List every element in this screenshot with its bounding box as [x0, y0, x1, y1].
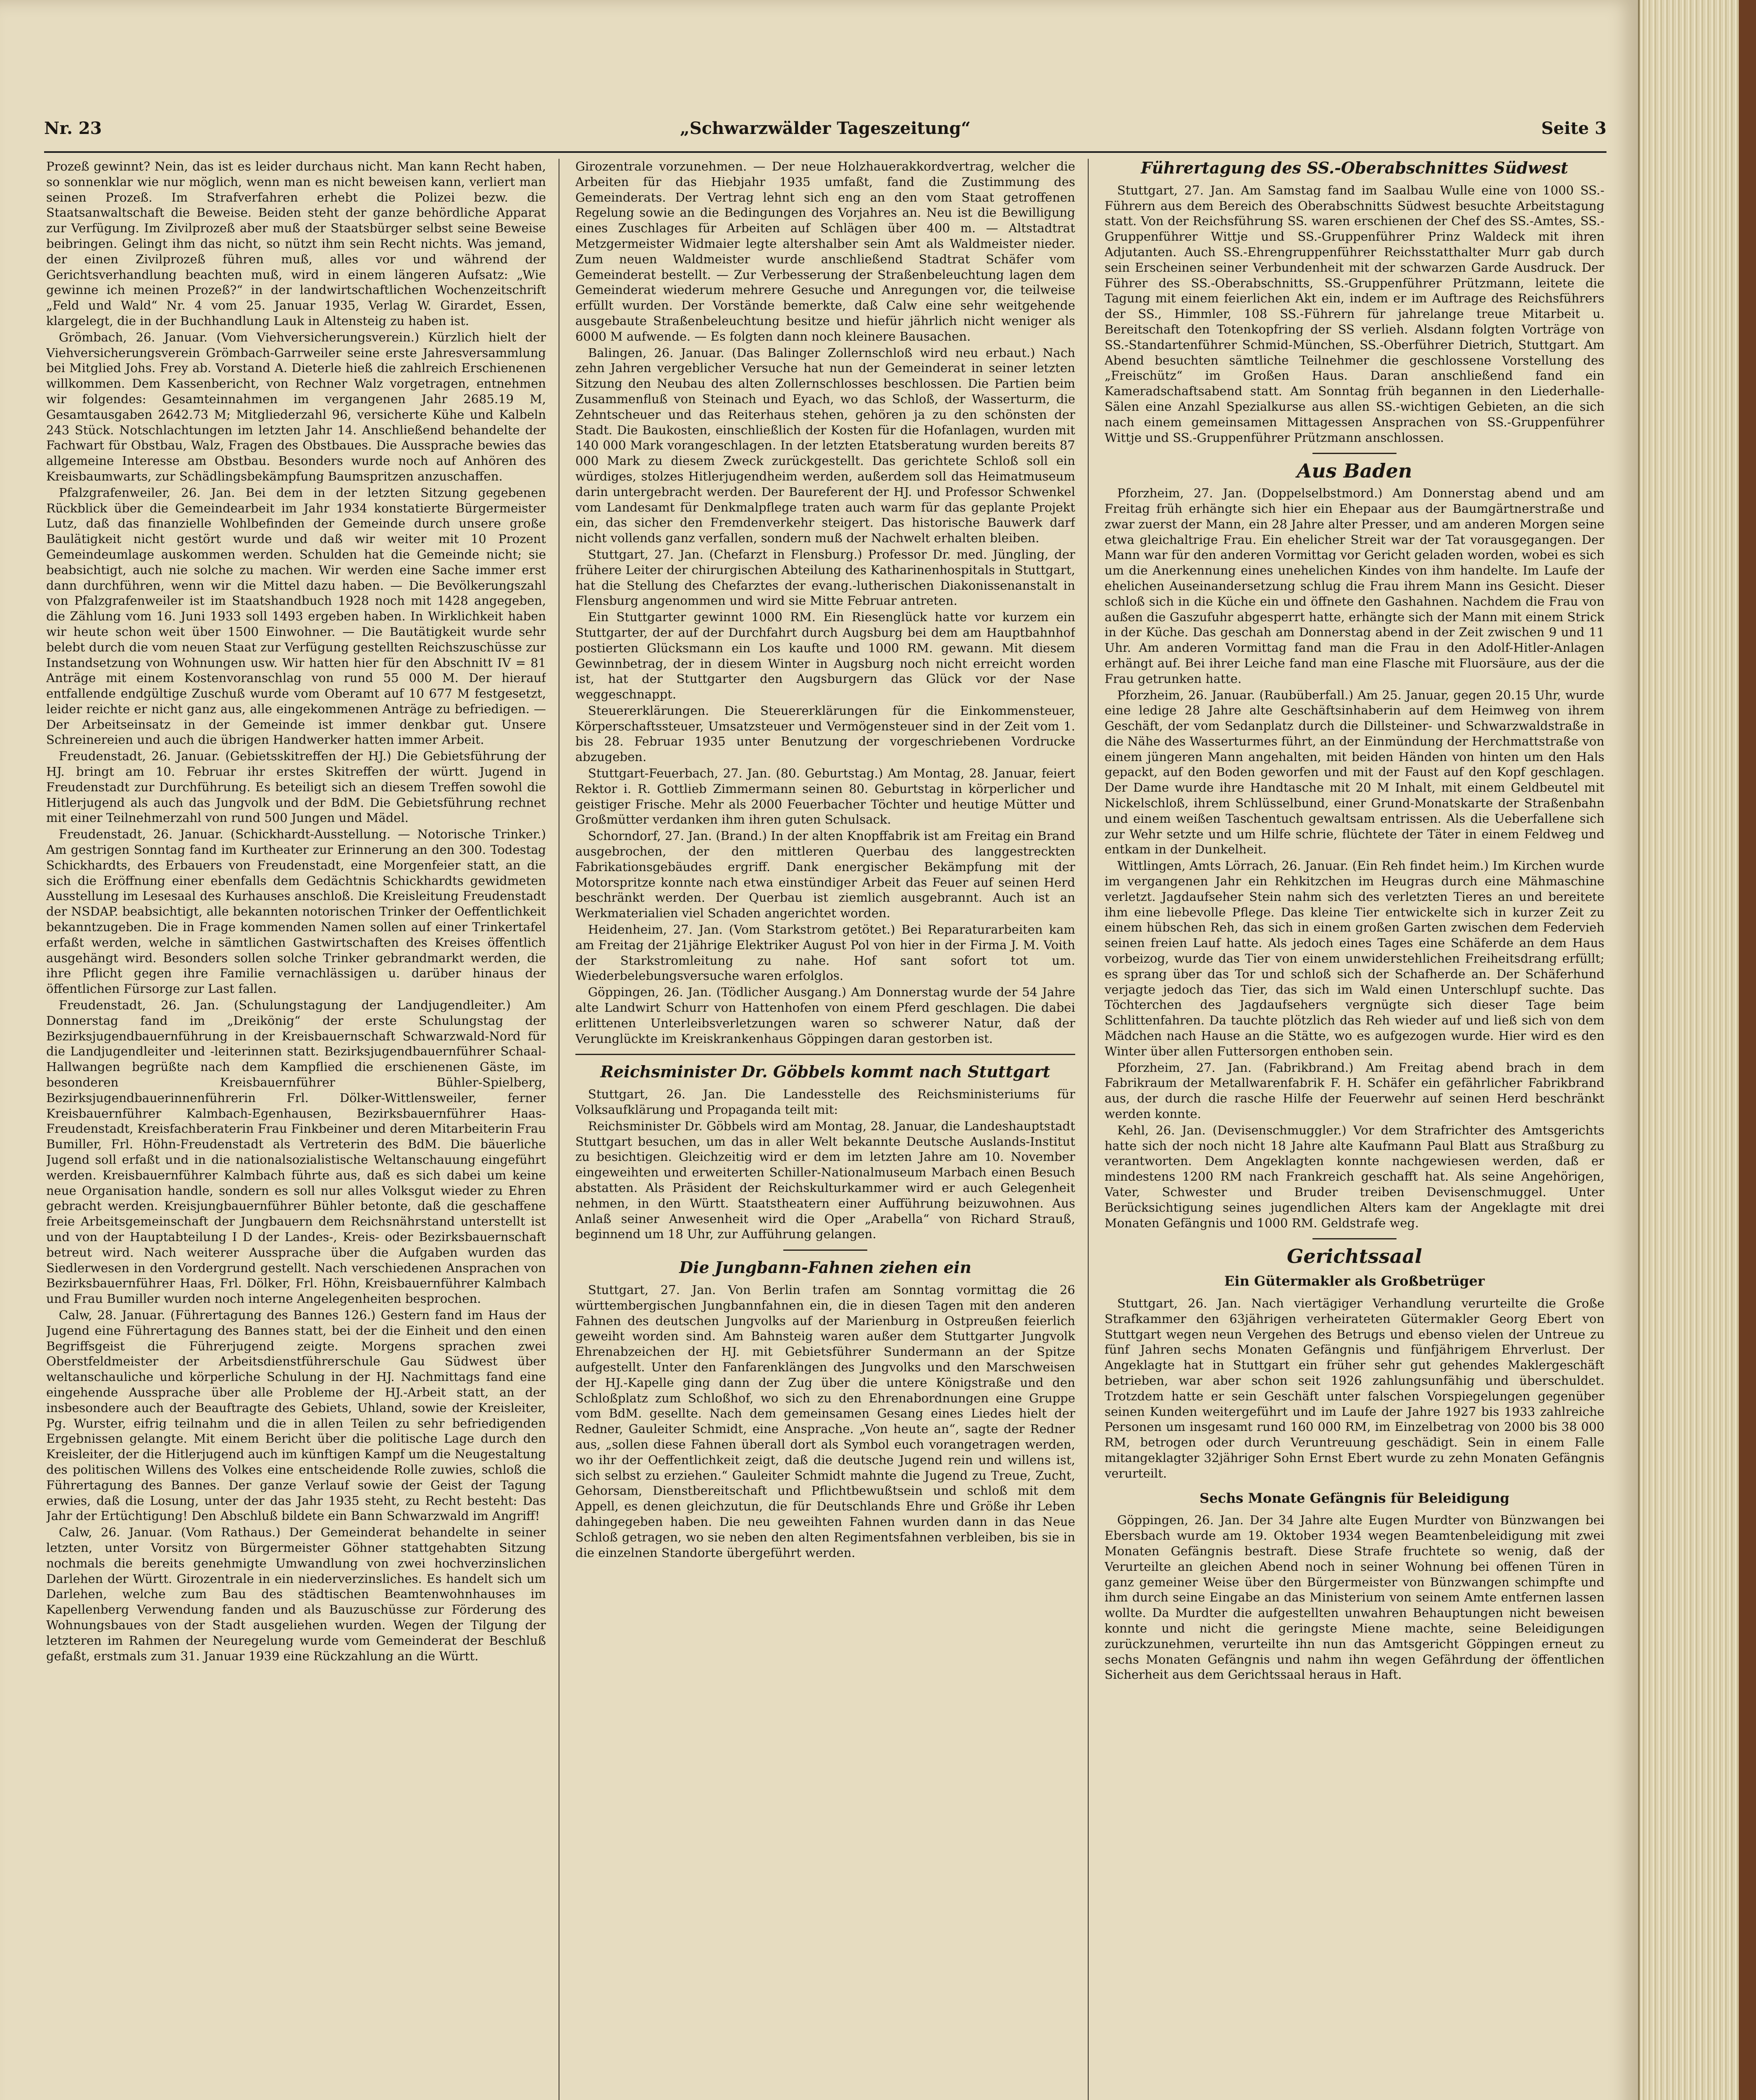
- article-paragraph: Stuttgart, 26. Jan. Die Landesstelle des Reichsministeriums für Volksaufklärung und Propaganda teilt mit:: [575, 1087, 1075, 1117]
- article-paragraph: Pforzheim, 26. Januar. (Raubüberfall.) Am 25. Januar, gegen 20.15 Uhr, wurde eine ledige 28 Jahre alte Geschäftsinhaberin auf dem Heimweg von ihrem Geschäft, der vom Sedanplatz durch die Dillsteiner- und Schwarzwaldstraße in die Nähe des Wasserturmes führt, an der Einmündung der Herchmattstraße von einem jüngeren Mann angehalten, mit beiden Händen von hinten um den Hals gepackt, auf den Boden geworfen und mit der Faust auf den Kopf geschlagen. Der Dame wurde ihre Handtasche mit 20 M Inhalt, mit einem Geldbeutel mit Nickelschloß, ihrem Schlüsselbund, einer Grund-Monatskarte der Straßenbahn und einem weißen Taschentuch gewaltsam entrissen. Als die Ueberfallene sich zur Wehr setzte und um Hilfe schrie, flüchtete der Täter in einem Feldweg und entkam in der Dunkelheit.: [1105, 688, 1604, 857]
- article-paragraph: Göppingen, 26. Jan. Der 34 Jahre alte Eugen Murdter von Bünzwangen bei Ebersbach wurde am 19. Oktober 1934 wegen Beamtenbeleidigung mit zwei Monaten Gefängnis bestraft. Diese Strafe fruchtete so wenig, daß der Verurteilte an gleichen Abend noch in seiner Wohnung bei offenen Türen in ganz gemeiner Weise über den Bürgermeister von Bünzwangen schimpfte und ihm durch seine Eingabe an das Ministerium von seinem Amte entfernen lassen wollte. Da Murdter die aufgestellten unwahren Behauptungen nicht beweisen konnte und nicht die geringste Miene machte, seine Beleidigungen zurückzunehmen, verurteilte ihn nun das Amtsgericht Göppingen erneut zu sechs Monaten Gefängnis und nahm ihn wegen Gefährdung der öffentlichen Sicherheit aus dem Gerichtssaal heraus in Haft.: [1105, 1513, 1604, 1682]
- column-2: [575, 159, 1075, 2100]
- newspaper-title: „Schwarzwälder Tageszeitung“: [680, 118, 971, 138]
- article-paragraph: Pforzheim, 27. Jan. (Doppelselbstmord.) Am Donnerstag abend und am Freitag früh erhängte sich hier ein Ehepaar aus der Baumgärtnerstraße und zwar zuerst der Mann, ein 28 Jahre alter Presser, und am anderen Morgen seine etwa gleichaltrige Frau. Ein ehelicher Streit war der Tat vorausgegangen. Der Mann war für den anderen Vormittag vor Gericht geladen worden, wobei es sich um die Anerkennung eines unehelichen Kindes von ihm handelte. Im Laufe der ehelichen Auseinandersetzung schlug die Frau ihrem Mann ins Gesicht. Dieser schloß sich in die Küche ein und öffnete den Gashahnen. Nachdem die Frau von außen die Gaszufuhr abgesperrt hatte, erhängte sich der Mann mit einem Strick in der Küche. Das geschah am Donnerstag abend in der Zeit zwischen 9 und 11 Uhr. Am anderen Vormittag fand man die Frau in den Adolf-Hitler-Anlagen erhängt auf. Bei ihrer Leiche fand man eine Flasche mit Fluorsäure, aus der die Frau getrunken hatte.: [1105, 486, 1604, 686]
- page-header: [44, 118, 1606, 148]
- baden-headline: Aus Baden: [1297, 459, 1412, 483]
- article-paragraph: Reichsminister Dr. Göbbels wird am Montag, 28. Januar, die Landeshauptstadt Stuttgart besuchen, um das in aller Welt bekannte Deutsche Auslands-Institut zu besichtigen. Gleichzeitig wird er dem im letzten Jahre am 10. November eingeweihten und erweiterten Schiller-Nationalmuseum Marbach einen Besuch abstatten. Als Präsident der Reichskulturkammer wird er auch Gelegenheit nehmen, in den Württ. Staatstheatern einer Aufführung beizuwohnen. Aus Anlaß seiner Anwesenheit wird die Oper „Arabella“ von Richard Strauß, beginnend um 18 Uhr, zur Aufführung gelangen.: [575, 1118, 1075, 1242]
- article-paragraph: Balingen, 26. Januar. (Das Balinger Zollernschloß wird neu erbaut.) Nach zehn Jahren vergeblicher Versuche hat nun der Gemeinderat in seiner letzten Sitzung den Neubau des alten Zollernschlosses beschlossen. Die Partien beim Zusammenfluß von Steinach und Eyach, wo das Schloß, der Wasserturm, die Zehntscheuer und das Reiterhaus stehen, gehören ja zu den schönsten der Stadt. Die Baukosten, einschließlich der Kosten für die Hofanlagen, wurden mit 140 000 Mark vorangeschlagen. In der letzten Etatsberatung wurden bereits 87 000 Mark zu diesem Zweck zurückgestellt. Das gerichtete Schloß soll ein würdiges, stolzes Hitlerjugendheim werden, außerdem soll das Heimatmuseum darin untergebracht werden. Der Baureferent der HJ. und Professor Schwenkel vom Landesamt für Denkmalpflege traten auch warm für das geplante Projekt ein, das sicher den Fremdenverkehr steigert. Das historische Bauwerk darf nicht vollends ganz verfallen, sondern muß der Nachwelt erhalten bleiben.: [575, 345, 1075, 546]
- jungbann-headline: Die Jungbann-Fahnen ziehen ein: [679, 1258, 971, 1277]
- article-paragraph: Grömbach, 26. Januar. (Vom Viehversicherungsverein.) Kürzlich hielt der Viehversicherungsverein Grömbach-Garrweiler seine erste Jahresversammlung bei Mitglied Johs. Frey ab. Vorstand A. Dieterle hieß die zahlreich Erschienenen willkommen. Dem Kassenbericht, von Rechner Walz vorgetragen, entnehmen wir folgendes: Gesamteinnahmen im vergangenen Jahr 2685.19 M, Gesamtausgaben 2642.73 M; Mitgliederzahl 96, versicherte Kühe und Kalbeln 243 Stück. Notschlachtungen im letzten Jahr 14. Anschließend behandelte der Fachwart für Obstbau, Walz, Fragen des Obstbaues. Die Aussprache bewies das allgemeine Interesse am Obstbau. Besonders wurde noch auf Anhören des Kreisbaumwarts, zur Schädlingsbekämpfung Baumspritzen anzuschaffen.: [46, 330, 546, 483]
- article-paragraph: Steuererklärungen. Die Steuererklärungen für die Einkommensteuer, Körperschaftssteuer, Umsatzsteuer und Vermögensteuer sind in der Zeit vom 1. bis 28. Februar 1935 unter Benutzung der vorgeschriebenen Vordrucke abzugeben.: [575, 703, 1075, 764]
- column-3: [1105, 159, 1604, 2100]
- section-rule: [1312, 1238, 1396, 1239]
- gerichtssaal-headline: Gerichtssaal: [1287, 1245, 1422, 1268]
- article-paragraph: Pfalzgrafenweiler, 26. Jan. Bei dem in der letzten Sitzung gegebenen Rückblick über die Gemeindearbeit im Jahr 1934 konstatierte Bürgermeister Lutz, daß das finanzielle Wohlbefinden der Gemeinde durch unsere große Baulätigkeit nicht gestört wurde und daß wir weiter mit 10 Prozent Gemeindeumlage auskommen werden. Schulden hat die Gemeinde nicht; sie beabsichtigt, auch nie solche zu machen. Wir werden eine Sache immer erst dann durchführen, wenn wir die Mittel dazu haben. — Die Bevölkerungszahl von Pfalzgrafenweiler ist im Staatshandbuch 1928 noch mit 1428 angegeben, die Zählung vom 16. Juni 1933 soll 1493 ergeben haben. In Wirklichkeit haben wir heute schon weit über 1500 Einwohner. — Die Bautätigkeit wurde sehr belebt durch die vom neuen Staat zur Verfügung gestellten Reichszuschüsse zur Instandsetzung von Wohnungen usw. Wir hatten hier für den Abschnitt IV = 81 Anträge mit einem Kostenvoranschlag von rund 55 000 M. Der hierauf entfallende endgültige Zuschuß wurde vom Oberamt auf 10 677 M festgesetzt, leider reichte er nicht ganz aus, alle eingekommenen Anträge zu befriedigen. — Der Arbeitseinsatz in der Gemeinde ist immer denkbar gut. Unsere Schreinereien und auch die übrigen Handwerker hatten immer Arbeit.: [46, 485, 546, 747]
- ss-headline: Führertagung des SS.-Oberabschnittes Südwest: [1141, 159, 1568, 177]
- article-paragraph: Freudenstadt, 26. Januar. (Schickhardt-Ausstellung. — Notorische Trinker.) Am gestrigen Sonntag fand im Kurtheater zur Erinnerung an den 300. Todestag Schickhardts, des Erbauers von Freudenstadt, eine Morgenfeier statt, an die sich die Eröffnung einer ebenfalls dem Gedächtnis Schickhardts gewidmeten Ausstellung im Lesesaal des Kurhauses anschloß. Die Kreisleitung Freudenstadt der NSDAP. beabsichtigt, alle bekannten notorischen Trinker der Oeffentlichkeit bekanntzugeben. Die in Frage kommenden Namen sollen auf einer Trinkertafel erfaßt werden, welche in sämtlichen Gastwirtschaften des Kreises öffentlich ausgehängt wird. Besonders sollen solche Trinker gebrandmarkt werden, die ihre Pflicht gegen ihre Familie vernachlässigen u. darüber hinaus der öffentlichen Fürsorge zur Last fallen.: [46, 827, 546, 996]
- section-rule: [1312, 453, 1396, 454]
- subheadline: Ein Gütermakler als Großbetrüger: [1224, 1273, 1485, 1289]
- article-paragraph: Schorndorf, 27. Jan. (Brand.) In der alten Knopffabrik ist am Freitag ein Brand ausgebrochen, der den mittleren Querbau des langgestreckten Fabrikationsgebäudes ergriff. Dank energischer Bekämpfung mit der Motorspritze konnte nach etwa einstündiger Arbeit das Feuer auf seinen Herd beschränkt werden. Der Querbau ist ziemlich ausgebrannt. Auch ist an Werkmaterialien viel Schaden angerichtet worden.: [575, 829, 1075, 921]
- header-rule: [44, 151, 1606, 153]
- article-paragraph: Stuttgart-Feuerbach, 27. Jan. (80. Geburtstag.) Am Montag, 28. Januar, feiert Rektor i. R. Gottlieb Zimmermann seinen 80. Geburtstag in körperlicher und geistiger Frische. Mehr als 2000 Feuerbacher Töchter und heutige Mütter und Großmütter verdanken ihm ihren guten Schulsack.: [575, 766, 1075, 827]
- article-paragraph: Calw, 28. Januar. (Führertagung des Bannes 126.) Gestern fand im Haus der Jugend eine Führertagung des Bannes statt, bei der die Einheit und den einen Begriffsgeist die Führerjugend zeigte. Morgens sprachen zwei Oberstfeldmeister der Arbeitsdienstführerschule Gau Südwest über weltanschauliche und körperliche Schulung in der HJ. Nachmittags fand eine eingehende Aussprache über alle Probleme der HJ.-Arbeit statt, an der insbesondere auch der Beauftragte des Gebiets, Uhland, sowie der Kreisleiter, Pg. Wurster, eifrig teilnahm und die in allen Teilen zu sehr befriedigenden Ergebnissen gelangte. Mit einem Bericht über die politische Lage durch den Kreisleiter, der die Hitlerjugend auch im künftigen Kampf um die Neugestaltung des politischen Willens des Volkes eine entscheidende Rolle zuwies, schloß die Führertagung des Bannes. Der ganze Verlauf sowie der Geist der Tagung erwies, daß die Losung, unter der das Jahr 1935 steht, zu Recht besteht: Das Jahr der Ertüchtigung! Den Abschluß bildete ein Bann Schwarzwald im Angriff!: [46, 1307, 546, 1523]
- article-paragraph: Heidenheim, 27. Jan. (Vom Starkstrom getötet.) Bei Reparaturarbeiten kam am Freitag der 21jährige Elektriker August Pol von hier in der Firma J. M. Voith der Starkstromleitung zu nahe. Hof sant sofort tot um. Wiederbelebungsversuche waren erfolglos.: [575, 922, 1075, 983]
- article-paragraph: Göppingen, 26. Jan. (Tödlicher Ausgang.) Am Donnerstag wurde der 54 Jahre alte Landwirt Schurr von Hattenhofen von einem Pferd geschlagen. Die dabei erlittenen Unterleibsverletzungen waren so schwerer Natur, daß der Verunglückte im Kreiskrankenhaus Göppingen daran gestorben ist.: [575, 985, 1075, 1046]
- section-rule: [575, 1054, 1075, 1055]
- book-cover-edge: [1739, 0, 1756, 2100]
- article-paragraph: Stuttgart, 27. Jan. Von Berlin trafen am Sonntag vormittag die 26 württembergischen Jungbannfahnen ein, die in diesen Tagen mit den anderen Fahnen des deutschen Jungvolks auf der Marienburg in Ostpreußen feierlich geweiht worden sind. Am Bahnsteig waren außer dem Stuttgarter Jungvolk Ehrenabzeichen der HJ. mit Gebietsführer Sundermann an der Spitze aufgestellt. Unter den Fanfarenklängen des Jungvolks und den Marschweisen der HJ.-Kapelle ging dann der Zug über die untere Königstraße und den Schloßplatz zum Schloßhof, wo sich zu den Ehrenabordnungen eine Gruppe vom BdM. gesellte. Nach dem gemeinsamen Gesang eines Liedes hielt der Redner, Gauleiter Schmidt, eine Ansprache. „Von heute an“, sagte der Redner aus, „sollen diese Fahnen überall dort als Symbol euch vorangetragen werden, wo ihr der Oeffentlichkeit zeigt, daß die deutsche Jugend rein und willens ist, sich selbst zu erziehen.“ Gauleiter Schmidt mahnte die Jugend zu Treue, Zucht, Gehorsam, Dienstbereitschaft und Pflichtbewußtsein und schloß mit dem Appell, es denen gleichzutun, die für Deutschlands Ehre und Größe ihr Leben dahingegeben haben. Die neu geweihten Fahnen wurden dann in das Neue Schloß getragen, wo sie neben den alten Regimentsfahnen verbleiben, bis sie in die einzelnen Standorte übergeführt werden.: [575, 1282, 1075, 1560]
- goebbels-headline: Reichsminister Dr. Göbbels kommt nach Stuttgart: [600, 1062, 1050, 1082]
- article-paragraph: Stuttgart, 26. Jan. Nach viertägiger Verhandlung verurteilte die Große Strafkammer den 63jährigen verheirateten Gütermakler Georg Ebert von Stuttgart wegen neun Vergehen des Betrugs und ebenso vielen der Untreue zu fünf Jahren sechs Monaten Gefängnis und fünfjährigem Ehrverlust. Der Angeklagte hat in Stuttgart ein früher sehr gut gehendes Maklergeschäft betrieben, war aber schon seit 1926 zahlungsunfähig und überschuldet. Trotzdem hatte er sein Geschäft unter falschen Vorspiegelungen gegenüber seinen Kunden weitergeführt und im Laufe der Jahre 1927 bis 1933 zahlreiche Personen um insgesamt rund 160 000 RM, im Einzelbetrag von 2000 bis 38 000 RM, betrogen oder durch Veruntreuung geschädigt. Sein in einem Falle mitangeklagter 32jähriger Sohn Ernst Ebert wurde zu zehn Monaten Gefängnis verurteilt.: [1105, 1296, 1604, 1480]
- subheadline: Sechs Monate Gefängnis für Beleidigung: [1200, 1490, 1509, 1506]
- book-binding-edge: [1638, 0, 1756, 2100]
- article-paragraph: Stuttgart, 27. Jan. (Chefarzt in Flensburg.) Professor Dr. med. Jüngling, der frühere Leiter der chirurgischen Abteilung des Katharinenhospitals in Stuttgart, hat die Stellung des Chefarztes der evang.-lutherischen Diakonissenanstalt in Flensburg angenommen und wird sie Mitte Februar antreten.: [575, 547, 1075, 608]
- article-paragraph: Stuttgart, 27. Jan. Am Samstag fand im Saalbau Wulle eine von 1000 SS.-Führern aus dem Bereich des Oberabschnitts Südwest besuchte Arbeitstagung statt. Von der Reichsführung SS. waren erschienen der Chef des SS.-Amtes, SS.-Gruppenführer Wittje und SS.-Gruppenführer Prinz Waldeck mit ihren Adjutanten. Auch SS.-Ehrengruppenführer Reichsstatthalter Murr gab durch sein Erscheinen seiner Verbundenheit mit der schwarzen Garde Ausdruck. Der Führer des SS.-Oberabschnitts, SS.-Gruppenführer Prützmann, leitete die Tagung mit einem feierlichen Akt ein, indem er im Auftrage des Reichsführers der SS., Himmler, 108 SS.-Führern für jahrelange treue Mitarbeit u. Bereitschaft den Totenkopfring der SS verlieh. Alsdann folgten Vorträge von SS.-Standartenführer Schmid-München, SS.-Oberführer Dietrich, Stuttgart. Am Abend besuchten sämtliche Teilnehmer die geschlossene Vorstellung des „Freischütz“ im Großen Haus. Daran anschließend fand ein Kameradschaftsabend statt. Am Sonntag früh begannen in den Liederhalle-Sälen eine Anzahl Spezialkurse aus allen SS.-wichtigen Gebieten, an die sich nach einem gemeinsamen Mittagessen Ansprachen von SS.-Gruppenführer Wittje und SS.-Gruppenführer Prützmann anschlossen.: [1105, 183, 1604, 445]
- article-paragraph: Pforzheim, 27. Jan. (Fabrikbrand.) Am Freitag abend brach in dem Fabrikraum der Metallwarenfabrik F. H. Schäfer ein gefährlicher Fabrikbrand aus, der durch die rasche Hilfe der Feuerwehr auf seinen Herd beschränkt werden konnte.: [1105, 1060, 1604, 1121]
- column-1: [46, 159, 546, 2100]
- article-paragraph: Calw, 26. Januar. (Vom Rathaus.) Der Gemeinderat behandelte in seiner letzten, unter Vorsitz von Bürgermeister Göhner stattgehabten Sitzung nochmals die bereits genehmigte Umwandlung von zwei hochverzinslichen Darlehen der Württ. Girozentrale in ein niederverzinsliches. Es handelt sich um Darlehen, welche zum Bau des städtischen Beamtenwohnhauses im Kapellenberg Verwendung fanden und als Bauzuschüsse zur Förderung des Wohnungsbaues von der Stadt ausgeliehen wurden. Wegen der Tilgung der letzteren im Rahmen der Neuregelung wurde vom Gemeinderat der Beschluß gefaßt, erstmals zum 31. Januar 1939 eine Rückzahlung an die Württ.: [46, 1525, 546, 1663]
- issue-number: Nr. 23: [44, 118, 102, 138]
- article-paragraph: Prozeß gewinnt? Nein, das ist es leider durchaus nicht. Man kann Recht haben, so sonnenklar wie nur möglich, wenn man es nicht beweisen kann, verliert man seinen Prozeß. Im Strafverfahren erhebt die Polizei bezw. die Staatsanwaltschaft die Beweise. Beiden steht der ganze behördliche Apparat zur Verfügung. Im Zivilprozeß aber muß der Staatsbürger selbst seine Beweise beibringen. Gelingt ihm das nicht, so nützt ihm sein Recht nichts. Was jemand, der einen Zivilprozeß führen muß, alles vor und während der Gerichtsverhandlung beachten muß, wird in einem längeren Aufsatz: „Wie gewinne ich meinen Prozeß?“ in der landwirtschaftlichen Wochenzeitschrift „Feld und Wald“ Nr. 4 vom 25. Januar 1935, Verlag W. Girardet, Essen, klargelegt, die in der Buchhandlung Lauk in Altensteig zu haben ist.: [46, 159, 546, 328]
- article-paragraph: Freudenstadt, 26. Januar. (Gebietsskitreffen der HJ.) Die Gebietsführung der HJ. bringt am 10. Februar ihr erstes Skitreffen der württ. Jugend in Freudenstadt zur Durchführung. Es beteiligt sich an diesem Treffen sowohl die Hitlerjugend als auch das Jungvolk und der BdM. Die Gebietsführung rechnet mit einer Teilnehmerzahl von rund 500 Jungen und Mädel.: [46, 749, 546, 825]
- article-paragraph: Ein Stuttgarter gewinnt 1000 RM. Ein Riesenglück hatte vor kurzem ein Stuttgarter, der auf der Durchfahrt durch Augsburg bei dem am Hauptbahnhof postierten Glücksmann ein Los kaufte und 1000 RM. gewann. Mit diesem Gewinnbetrag, der in diesem Winter in Augsburg noch nicht erreicht worden ist, hat der Stuttgarter den Augsburgern das Glück vor der Nase weggeschnappt.: [575, 610, 1075, 702]
- section-rule: [783, 1250, 867, 1251]
- article-paragraph: Freudenstadt, 26. Jan. (Schulungstagung der Landjugendleiter.) Am Donnerstag fand im „Dreikönig“ der erste Schulungstag der Bezirksjugendbauernführung in der Kreisbauernschaft Schwarzwald-Nord für die Landjugendleiter und -leiterinnen statt. Bezirksjugendbauernführer Schaal-Hallwangen begrüßte nach dem Kampflied die erschienenen Gäste, im besonderen Kreisbauernführer Bühler-Spielberg, Bezirksjugendbauerinnenführerin Frl. Dölker-Wittlensweiler, ferner Kreisbauernführer Kalmbach-Egenhausen, Bezirksbauernführer Haas-Freudenstadt, Kreisfachberaterin Frau Finkbeiner und deren Mitarbeiterin Frau Bumiller, Frl. Höhn-Freudenstadt als Vertreterin des BdM. Die bäuerliche Jugend soll erfaßt und in die nationalsozialistische Weltanschauung eingeführt werden. Kreisbauernführer Kalmbach führte aus, daß es sich dabei um keine neue Organisation handle, sondern es soll nur alles Volksgut wieder zu Ehren gebracht werden. Kreisjungbauernführer Bühler betonte, daß die geschaffene freie Arbeitsgemeinschaft der Jungbauern dem Reichsnährstand unterstellt ist und von der Hauptabteilung I D der Landes-, Kreis- oder Bezirksbauernschaft betreut wird. Nach weiterer Aussprache über die Aufgaben wurden das Siedlerwesen in den Vordergrund gestellt. Nach verschiedenen Ansprachen von Bezirksbauernführer Haas, Frl. Dölker, Frl. Höhn, Kreisbauernführer Kalmbach und Frau Bumiller wurden noch interne Angelegenheiten besprochen.: [46, 998, 546, 1306]
- article-paragraph: Girozentrale vorzunehmen. — Der neue Holzhauerakkordvertrag, welcher die Arbeiten für das Hiebjahr 1935 umfaßt, fand die Zustimmung des Gemeinderats. Der Vertrag lehnt sich eng an den vom Staat getroffenen Regelung sowie an die Bedingungen des Vorjahres an. Neu ist die Bewilligung eines Zuschlages für Arbeiten auf Schlägen über 400 m. — Altstadtrat Metzgermeister Widmaier legte altershalber sein Amt als Waldmeister nieder. Zum neuen Waldmeister wurde anschließend Stadtrat Schäfer vom Gemeinderat bestellt. — Zur Verbesserung der Straßenbeleuchtung lagen dem Gemeinderat wiederum mehrere Gesuche und Anregungen vor, die teilweise erfüllt wurden. Der Vorstände bemerkte, daß Calw eine sehr weitgehende ausgebaute Straßenbeleuchtung besitze und hiefür jährlich nicht weniger als 6000 M aufwende. — Es folgten dann noch kleinere Bausachen.: [575, 159, 1075, 344]
- article-paragraph: Kehl, 26. Jan. (Devisenschmuggler.) Vor dem Strafrichter des Amtsgerichts hatte sich der noch nicht 18 Jahre alte Kaufmann Paul Blatt aus Straßburg zu verantworten. Dem Angeklagten konnte nachgewiesen werden, daß er mindestens 1200 RM nach Frankreich geschafft hat. Als seine Angehörigen, Vater, Schwester und Bruder treiben Devisenschmuggel. Unter Berücksichtigung seines jugendlichen Alters kam der Angeklagte mit drei Monaten Gefängnis und 1000 RM. Geldstrafe weg.: [1105, 1123, 1604, 1230]
- article-paragraph: Wittlingen, Amts Lörrach, 26. Januar. (Ein Reh findet heim.) Im Kirchen wurde im vergangenen Jahr ein Rehkitzchen im Heugras durch eine Mähmaschine verletzt. Jagdaufseher Stein nahm sich des verletzten Tieres an und bereitete ihm eine liebevolle Pflege. Das kleine Tier entwickelte sich in kurzer Zeit zu einem hübschen Reh, das sich in einem großen Garten zwischen dem Federvieh seinen freien Lauf hatte. Als jedoch eines Tages eine Schäferde an dem Haus vorbeizog, wurde das Tier von einem unwiderstehlichen Freiheitsdrang erfüllt; es sprang über das Tor und schloß sich der Schafherde an. Der Schäferhund verjagte jedoch das Tier, das sich im Wald einen Unterschlupf suchte. Das Töchterchen des Jagdaufsehers vergnügte sich dieser Tage beim Schlittenfahren. Da tauchte plötzlich das Reh wieder auf und ließ sich von dem Mädchen nach Hause an die Stätte, wo es aufgezogen wurde. Hier wird es den Winter über allen Futtersorgen enthoben sein.: [1105, 858, 1604, 1058]
- page-number: Seite 3: [1541, 118, 1606, 138]
- column-divider: [1088, 159, 1089, 2100]
